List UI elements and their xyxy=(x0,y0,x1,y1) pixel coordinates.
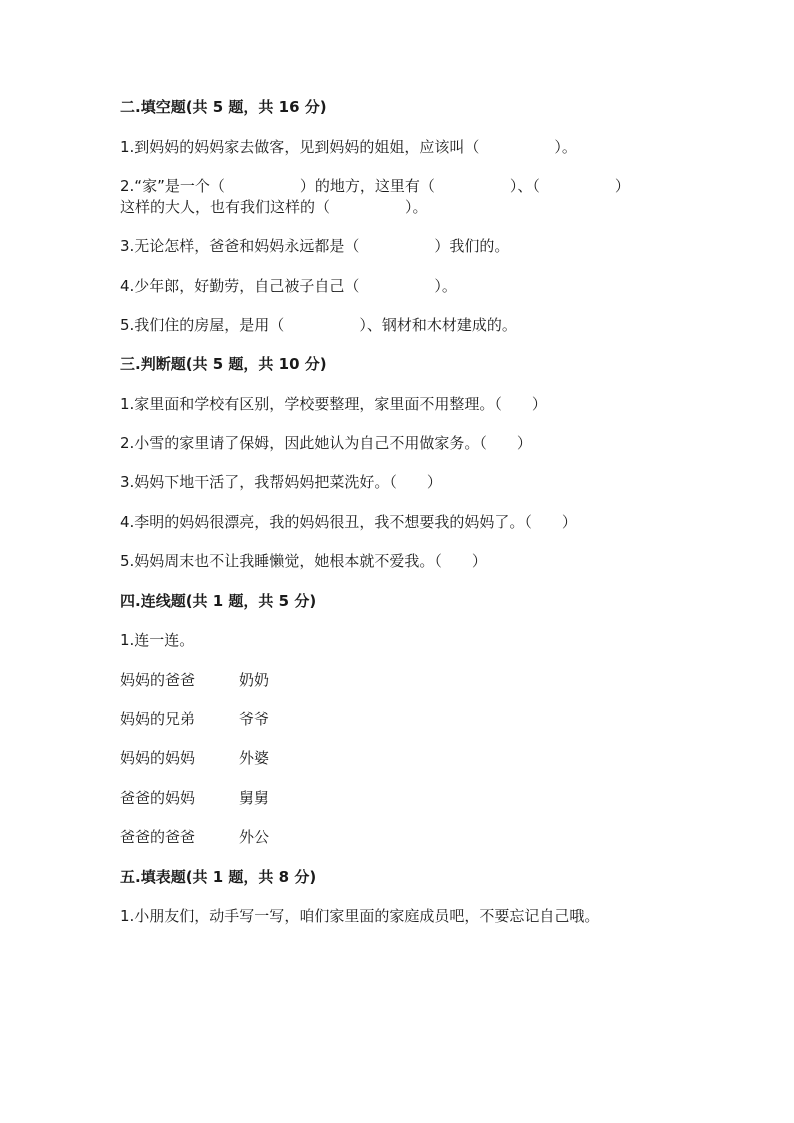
section-heading-fill-blank: 二.填空题(共 5 题，共 16 分) xyxy=(120,98,327,116)
question-text: 2.小雪的家里请了保姆，因此她认为自己不用做家务。（ ） xyxy=(120,434,532,452)
section-heading-table-fill: 五.填表题(共 1 题，共 8 分) xyxy=(120,868,317,886)
question-text: 3.无论怎样，爸爸和妈妈永远都是（ ）我们的。 xyxy=(120,237,510,255)
question-text: 这样的大人，也有我们这样的（ ）。 xyxy=(120,198,428,216)
match-left-item: 爸爸的爸爸 xyxy=(120,828,196,846)
question-text: 1.连一连。 xyxy=(120,631,195,649)
question-text: 1.到妈妈的妈妈家去做客，见到妈妈的姐姐，应该叫（ ）。 xyxy=(120,138,577,156)
match-right-item: 外公 xyxy=(239,828,270,846)
question-text: 1.家里面和学校有区别，学校要整理，家里面不用整理。（ ） xyxy=(120,395,547,413)
question-text: 3.妈妈下地干活了，我帮妈妈把菜洗好。（ ） xyxy=(120,473,442,491)
question-text: 4.李明的妈妈很漂亮，我的妈妈很丑，我不想要我的妈妈了。（ ） xyxy=(120,513,577,531)
section-heading-true-false: 三.判断题(共 5 题，共 10 分) xyxy=(120,355,327,373)
match-right-item: 舅舅 xyxy=(239,789,270,807)
match-left-item: 妈妈的妈妈 xyxy=(120,749,196,767)
match-left-item: 爸爸的妈妈 xyxy=(120,789,196,807)
question-text: 1.小朋友们，动手写一写，咱们家里面的家庭成员吧，不要忘记自己哦。 xyxy=(120,907,600,925)
match-left-item: 妈妈的兄弟 xyxy=(120,710,196,728)
question-text: 5.我们住的房屋，是用（ ）、钢材和木材建成的。 xyxy=(120,316,517,334)
question-text: 5.妈妈周末也不让我睡懒觉，她根本就不爱我。（ ） xyxy=(120,552,487,570)
match-right-item: 外婆 xyxy=(239,749,270,767)
question-text: 4.少年郎，好勤劳，自己被子自己（ ）。 xyxy=(120,277,457,295)
question-text: 2.“家”是一个（ ）的地方，这里有（ ）、（ ） xyxy=(120,177,630,195)
match-right-item: 爷爷 xyxy=(239,710,270,728)
match-left-item: 妈妈的爸爸 xyxy=(120,671,196,689)
section-heading-matching: 四.连线题(共 1 题，共 5 分) xyxy=(120,592,317,610)
match-right-item: 奶奶 xyxy=(239,671,270,689)
